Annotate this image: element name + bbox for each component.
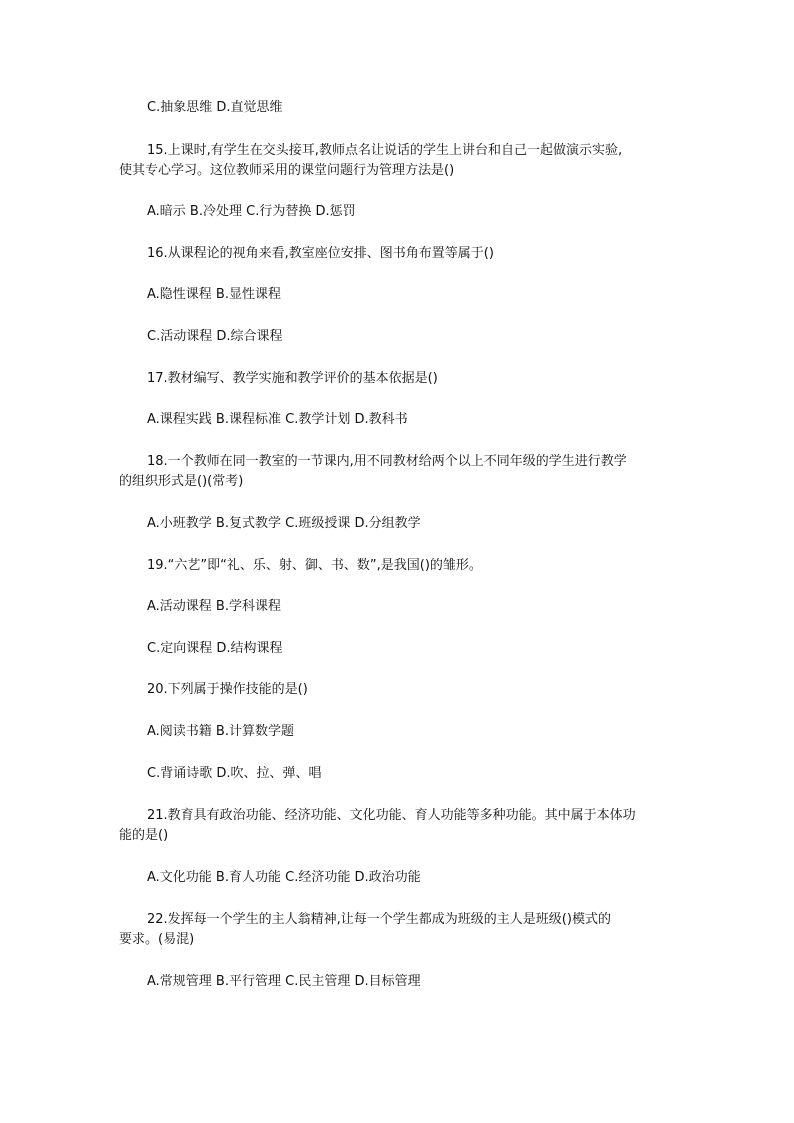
option-line-16-cd: C.活动课程 D.综合课程 bbox=[147, 329, 283, 344]
option-line-16-ab: A.隐性课程 B.显性课程 bbox=[147, 287, 281, 302]
question-21-line-1: 21.教育具有政治功能、经济功能、文化功能、育人功能等多种功能。其中属于本体功 bbox=[147, 808, 636, 823]
question-22-line-1: 22.发挥每一个学生的主人翁精神,让每一个学生都成为班级的主人是班级()模式的 bbox=[147, 912, 611, 927]
option-line-19-ab: A.活动课程 B.学科课程 bbox=[147, 599, 281, 614]
question-19: 19.“六艺”即“礼、乐、射、御、书、数”,是我国()的雏形。 bbox=[147, 558, 482, 573]
question-21-line-2: 能的是() bbox=[119, 828, 169, 843]
question-15-line-1: 15.上课时,有学生在交头接耳,教师点名让说话的学生上讲台和自己一起做演示实验, bbox=[147, 143, 623, 158]
option-line-22: A.常规管理 B.平行管理 C.民主管理 D.目标管理 bbox=[147, 974, 421, 989]
question-22-line-2: 要求。(易混) bbox=[119, 932, 195, 947]
question-17: 17.教材编写、教学实施和教学评价的基本依据是() bbox=[147, 371, 438, 386]
question-15-line-2: 使其专心学习。这位教师采用的课堂问题行为管理方法是() bbox=[119, 163, 455, 178]
option-line-20-ab: A.阅读书籍 B.计算数学题 bbox=[147, 724, 294, 739]
question-20: 20.下列属于操作技能的是() bbox=[147, 682, 308, 697]
question-18-line-2: 的组织形式是()(常考) bbox=[119, 474, 244, 489]
option-line-15: A.暗示 B.冷处理 C.行为替换 D.惩罚 bbox=[147, 204, 356, 219]
option-line-21: A.文化功能 B.育人功能 C.经济功能 D.政治功能 bbox=[147, 870, 421, 885]
question-18-line-1: 18.一个教师在同一教室的一节课内,用不同教材给两个以上不同年级的学生进行教学 bbox=[147, 454, 627, 469]
option-line-18: A.小班教学 B.复式教学 C.班级授课 D.分组教学 bbox=[147, 516, 421, 531]
question-16: 16.从课程论的视角来看,教室座位安排、图书角布置等属于() bbox=[147, 246, 494, 261]
option-line-19-cd: C.定向课程 D.结构课程 bbox=[147, 641, 283, 656]
option-line-20-cd: C.背诵诗歌 D.吹、拉、弹、唱 bbox=[147, 766, 322, 781]
option-line-14-cd: C.抽象思维 D.直觉思维 bbox=[147, 100, 283, 115]
option-line-17: A.课程实践 B.课程标准 C.教学计划 D.教科书 bbox=[147, 412, 408, 427]
